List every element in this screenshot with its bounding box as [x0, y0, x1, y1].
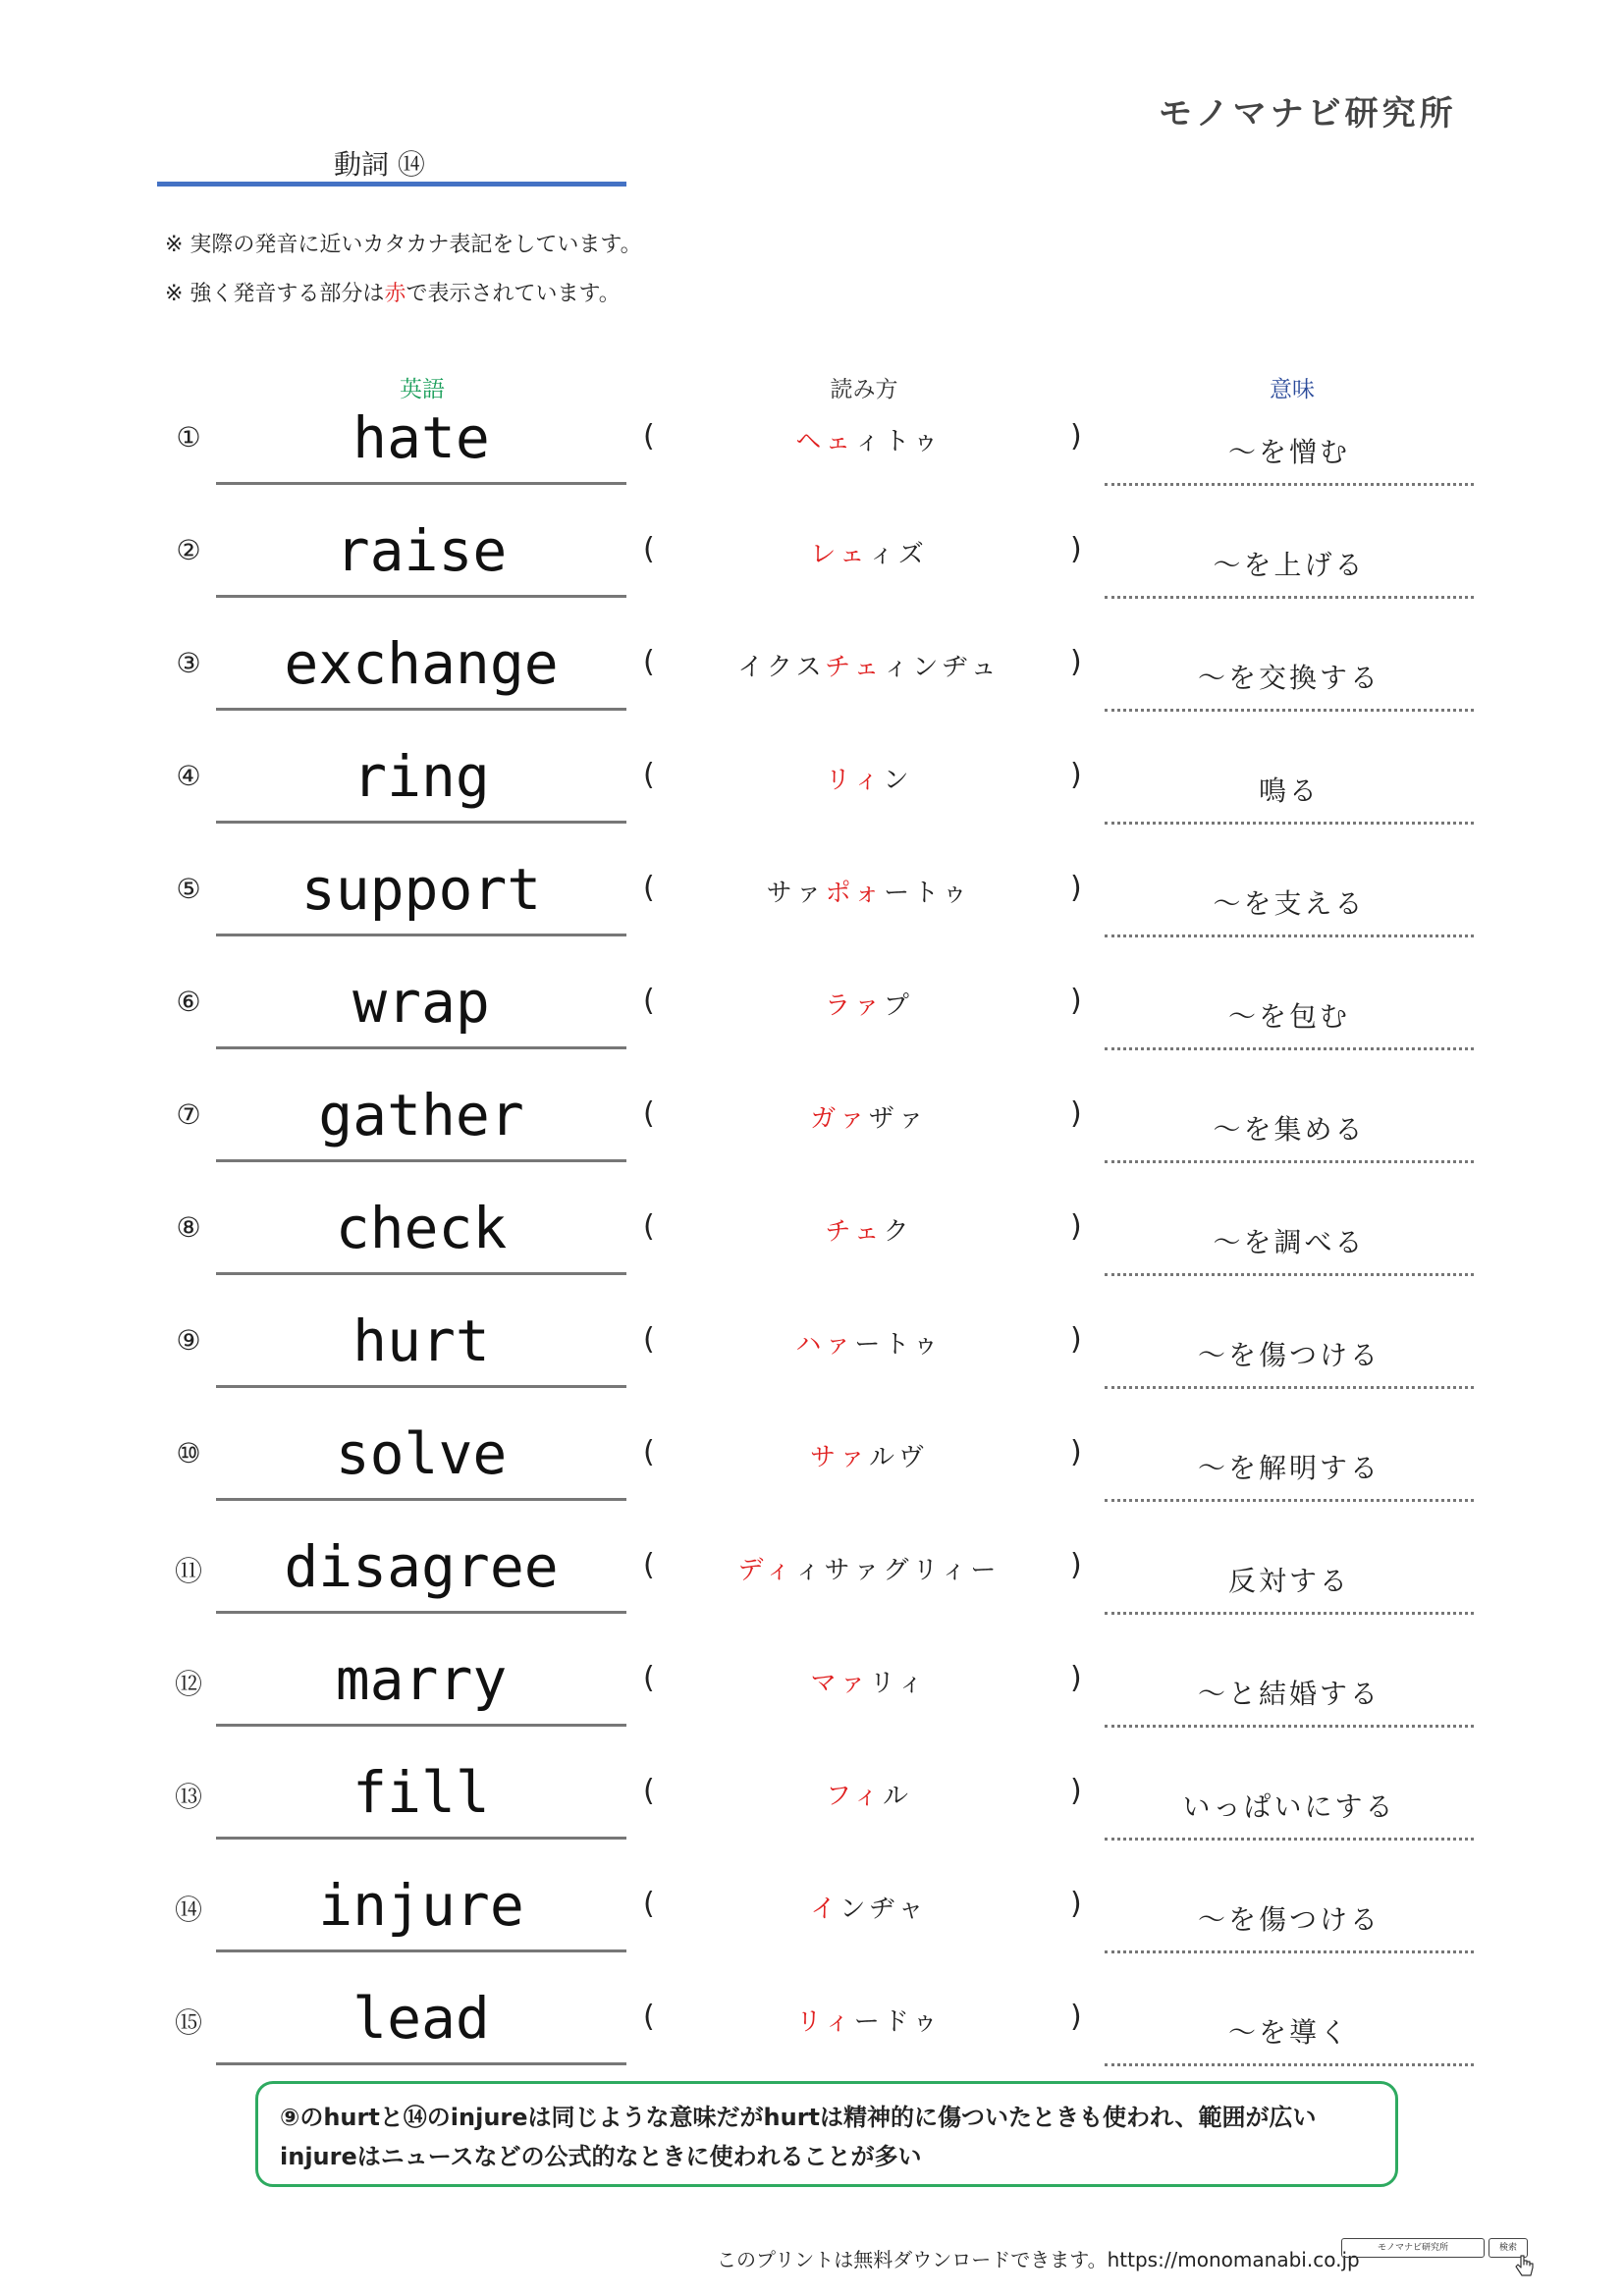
close-paren: )	[1070, 758, 1082, 792]
open-paren: (	[643, 645, 655, 679]
page-title: 動詞 ⑭	[334, 148, 425, 181]
word-underline	[216, 1837, 626, 1840]
reading-stress: フィ	[826, 1782, 883, 1811]
reading	[677, 760, 1060, 796]
reading	[677, 1324, 1060, 1361]
reading-rest: ル	[882, 1782, 912, 1811]
reading-stress: チェ	[825, 653, 884, 682]
reading-stress: リィ	[825, 766, 884, 795]
vocab-row	[0, 1075, 1624, 1188]
open-paren: (	[643, 984, 655, 1018]
english-word: hate	[352, 404, 490, 471]
vocab-row	[0, 1526, 1624, 1639]
reading-pre: イクス	[737, 653, 826, 682]
row-number: ⑥	[176, 986, 201, 1018]
reading-stress: ラァ	[825, 991, 884, 1021]
reading-rest: ィトゥ	[854, 427, 943, 456]
word-underline	[216, 482, 626, 485]
meaning: ～を支える	[1213, 887, 1366, 920]
english-word: raise	[335, 517, 508, 584]
header-reading: 読み方	[830, 377, 898, 402]
meaning-dotted-line	[1105, 1950, 1474, 1953]
reading	[677, 1437, 1060, 1473]
note-stress-red: 赤	[384, 282, 406, 306]
footer-download-text: このプリントは無料ダウンロードできます。https://monomanabi.co.jp	[717, 2248, 1360, 2271]
meaning-dotted-line	[1105, 596, 1474, 599]
close-paren: )	[1070, 984, 1082, 1018]
row-number: ⑨	[176, 1324, 201, 1357]
vocab-row	[0, 1752, 1624, 1865]
search-button[interactable]: 検索	[1489, 2238, 1528, 2258]
row-number: ⑤	[176, 873, 201, 905]
reading	[677, 1663, 1060, 1699]
reading-stress: ガァ	[810, 1104, 869, 1134]
reading-stress: イ	[810, 1895, 840, 1924]
brand-logo: モノマナビ研究所	[1159, 94, 1457, 133]
note-stress-post: で表示されています。	[406, 282, 621, 306]
reading-rest: ルヴ	[869, 1443, 929, 1472]
close-paren: )	[1070, 645, 1082, 679]
meaning: ～を憎む	[1227, 436, 1350, 468]
meaning: ～を傷つける	[1197, 1339, 1380, 1371]
title-underline	[157, 182, 626, 187]
vocab-list	[0, 398, 1624, 2091]
reading-rest: ートゥ	[884, 879, 972, 908]
english-word: ring	[352, 743, 490, 810]
meaning: ～を上げる	[1213, 549, 1366, 581]
header-english: 英語	[400, 377, 445, 402]
vocab-row	[0, 962, 1624, 1075]
vocab-row	[0, 510, 1624, 623]
reading-stress: チェ	[825, 1217, 884, 1247]
reading-stress: ハァ	[795, 1330, 855, 1360]
row-number: ①	[176, 421, 201, 454]
open-paren: (	[643, 1322, 655, 1357]
close-paren: )	[1070, 1661, 1082, 1695]
word-underline	[216, 1498, 626, 1501]
meaning-dotted-line	[1105, 1499, 1474, 1502]
row-number: ⑮	[174, 2006, 202, 2039]
close-paren: )	[1070, 871, 1082, 905]
open-paren: (	[643, 532, 655, 566]
vocab-row	[0, 1301, 1624, 1414]
reading-pre: サァ	[766, 879, 826, 908]
open-paren: (	[643, 758, 655, 792]
meaning-dotted-line	[1105, 1725, 1474, 1728]
close-paren: )	[1070, 1209, 1082, 1244]
word-underline	[216, 1611, 626, 1614]
meaning-dotted-line	[1105, 709, 1474, 712]
row-number: ④	[176, 760, 201, 792]
meaning-dotted-line	[1105, 822, 1474, 825]
meaning: ～を導く	[1227, 2016, 1350, 2049]
vocab-row	[0, 1978, 1624, 2091]
meaning: ～を調べる	[1213, 1226, 1366, 1258]
meaning-dotted-line	[1105, 2063, 1474, 2066]
reading	[677, 1776, 1060, 1812]
close-paren: )	[1070, 2000, 1082, 2034]
reading	[677, 1889, 1060, 1925]
open-paren: (	[643, 2000, 655, 2034]
vocab-row	[0, 736, 1624, 849]
english-word: fill	[352, 1759, 490, 1826]
word-underline	[216, 1949, 626, 1952]
meaning: いっぱいにする	[1182, 1790, 1396, 1823]
reading-rest: ィズ	[868, 540, 928, 569]
open-paren: (	[643, 1209, 655, 1244]
reading	[677, 2002, 1060, 2038]
meaning-dotted-line	[1105, 1273, 1474, 1276]
open-paren: (	[643, 1661, 655, 1695]
row-number: ⑭	[174, 1894, 202, 1926]
meaning: ～を解明する	[1197, 1452, 1380, 1484]
row-number: ③	[176, 647, 201, 679]
meaning: 反対する	[1227, 1565, 1350, 1597]
search-input[interactable]: モノマナビ研究所	[1341, 2238, 1485, 2258]
vocab-row	[0, 398, 1624, 510]
header-meaning: 意味	[1270, 377, 1315, 402]
row-number: ⑧	[176, 1211, 201, 1244]
word-underline	[216, 595, 626, 598]
close-paren: )	[1070, 532, 1082, 566]
meaning-dotted-line	[1105, 1160, 1474, 1163]
note-stress	[165, 277, 621, 307]
reading-rest: ザァ	[868, 1104, 928, 1134]
meaning-dotted-line	[1105, 1386, 1474, 1389]
english-word: exchange	[284, 630, 559, 697]
reading	[677, 421, 1060, 457]
row-number: ②	[176, 534, 201, 566]
reading-stress: レェ	[810, 540, 869, 569]
reading-stress: サァ	[809, 1443, 869, 1472]
word-underline	[216, 1272, 626, 1275]
row-number: ⑩	[176, 1437, 201, 1469]
meaning: ～と結婚する	[1197, 1678, 1380, 1710]
meaning-dotted-line	[1105, 1838, 1474, 1841]
meaning: ～を集める	[1213, 1113, 1366, 1146]
reading	[677, 1550, 1060, 1586]
vocab-row	[0, 623, 1624, 736]
open-paren: (	[643, 1887, 655, 1921]
open-paren: (	[643, 1548, 655, 1582]
word-underline	[216, 1724, 626, 1727]
reading	[677, 873, 1060, 909]
meaning: ～を傷つける	[1197, 1903, 1380, 1936]
reading-rest: ンヂャ	[839, 1895, 928, 1924]
usage-note-box	[255, 2081, 1398, 2187]
usage-note-line1: ⑨のhurtと⑭のinjureは同じような意味だがhurtは精神的に傷ついたときも使われ、範囲が広い	[280, 2104, 1317, 2131]
vocab-row	[0, 1188, 1624, 1301]
vocab-row	[0, 1639, 1624, 1752]
open-paren: (	[643, 1774, 655, 1808]
close-paren: )	[1070, 1322, 1082, 1357]
word-underline	[216, 708, 626, 711]
reading-stress: リィ	[795, 2007, 854, 2037]
reading-rest: ン	[883, 766, 913, 795]
english-word: lead	[352, 1985, 490, 2052]
row-number: ⑪	[174, 1555, 202, 1587]
reading	[677, 1211, 1060, 1248]
close-paren: )	[1070, 1774, 1082, 1808]
english-word: injure	[318, 1872, 524, 1939]
reading-rest: ートゥ	[854, 1330, 943, 1360]
meaning-dotted-line	[1105, 934, 1474, 937]
vocab-row	[0, 1414, 1624, 1526]
word-underline	[216, 1385, 626, 1388]
reading-stress: ヘェ	[795, 427, 855, 456]
open-paren: (	[643, 1435, 655, 1469]
reading-rest: プ	[883, 991, 913, 1021]
reading	[677, 1098, 1060, 1135]
meaning-dotted-line	[1105, 1612, 1474, 1615]
row-number: ⑬	[174, 1781, 202, 1813]
close-paren: )	[1070, 1435, 1082, 1469]
open-paren: (	[643, 419, 655, 454]
english-word: support	[300, 856, 542, 923]
meaning-dotted-line	[1105, 1047, 1474, 1050]
reading-rest: ードゥ	[853, 2007, 943, 2037]
word-underline	[216, 1159, 626, 1162]
row-number: ⑦	[176, 1098, 201, 1131]
open-paren: (	[643, 871, 655, 905]
reading-stress: ディ	[737, 1556, 795, 1585]
english-word: check	[335, 1195, 508, 1261]
word-underline	[216, 2062, 626, 2065]
row-number: ⑫	[174, 1668, 202, 1700]
reading-stress: ポォ	[825, 879, 885, 908]
word-underline	[216, 934, 626, 936]
reading-rest: ィサァグリィー	[794, 1556, 1001, 1585]
english-word: solve	[335, 1420, 508, 1487]
open-paren: (	[643, 1096, 655, 1131]
close-paren: )	[1070, 1096, 1082, 1131]
reading-rest: ク	[883, 1217, 913, 1247]
english-word: wrap	[352, 969, 490, 1036]
reading	[677, 534, 1060, 570]
english-word: gather	[318, 1082, 524, 1148]
vocab-row	[0, 1865, 1624, 1978]
meaning-dotted-line	[1105, 483, 1474, 486]
word-underline	[216, 1046, 626, 1049]
close-paren: )	[1070, 1548, 1082, 1582]
meaning: 鳴る	[1258, 774, 1320, 807]
note-katakana: ※ 実際の発音に近いカタカナ表記をしています。	[165, 233, 642, 257]
close-paren: )	[1070, 1887, 1082, 1921]
reading-rest: ィンヂュ	[883, 653, 1001, 682]
english-word: disagree	[284, 1533, 559, 1600]
note-stress-pre: ※ 強く発音する部分は	[165, 282, 385, 306]
word-underline	[216, 821, 626, 824]
meaning: ～を交換する	[1197, 662, 1380, 694]
reading	[677, 647, 1060, 683]
usage-note-line2: injureはニュースなどの公式的なときに使われることが多い	[280, 2143, 922, 2170]
english-word: marry	[335, 1646, 508, 1713]
reading	[677, 986, 1060, 1022]
pointer-hand-icon	[1514, 2254, 1536, 2279]
meaning: ～を包む	[1227, 1000, 1350, 1033]
reading-stress: マァ	[810, 1669, 870, 1698]
vocab-row	[0, 849, 1624, 962]
reading-rest: リィ	[869, 1669, 928, 1698]
english-word: hurt	[352, 1308, 490, 1374]
close-paren: )	[1070, 419, 1082, 454]
